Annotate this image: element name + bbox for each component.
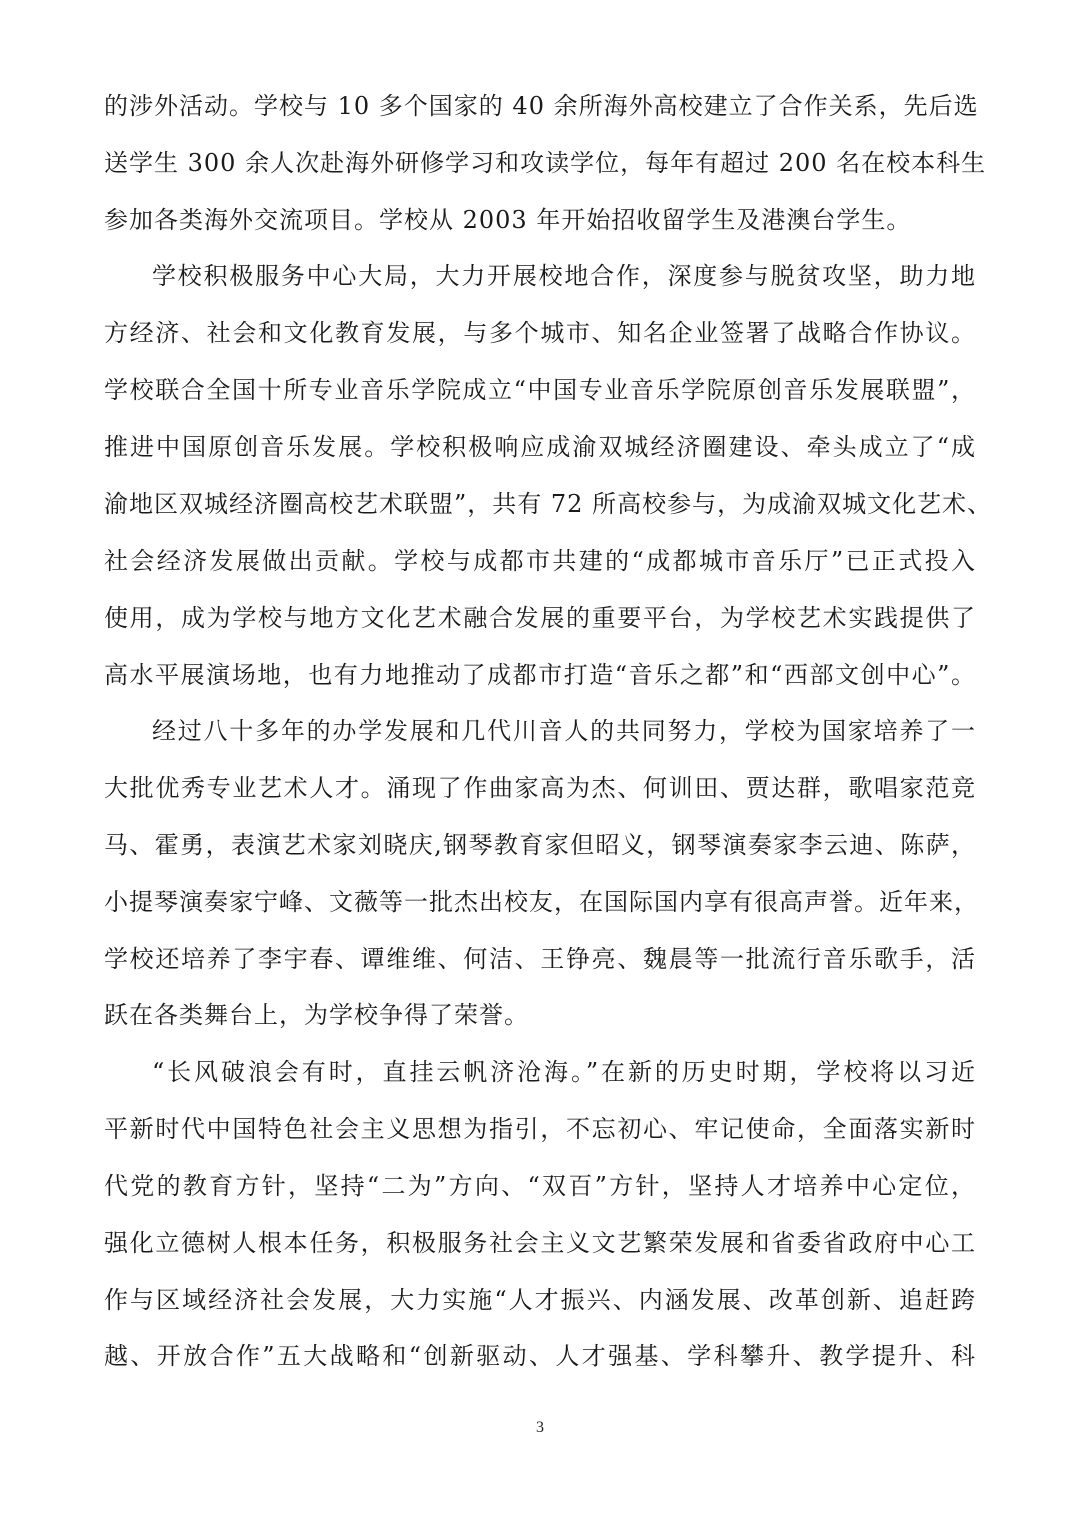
paragraph-4-line-3: 代党的教育方针，坚持“二为”方向、“双百”方针，坚持人才培养中心定位， <box>104 1172 976 1200</box>
paragraph-2-line-2: 方经济、社会和文化教育发展，与多个城市、知名企业签署了战略合作协议。 <box>104 319 976 347</box>
paragraph-4-line-5: 作与区域经济社会发展，大力实施“人才振兴、内涵发展、改革创新、追赶跨 <box>104 1286 976 1314</box>
paragraph-2-line-1: 学校积极服务中心大局，大力开展校地合作，深度参与脱贫攻坚，助力地 <box>152 262 976 290</box>
paragraph-2-line-4: 推进中国原创音乐发展。学校积极响应成渝双城经济圈建设、牵头成立了“成 <box>104 433 976 461</box>
paragraph-3-line-6: 跃在各类舞台上，为学校争得了荣誉。 <box>104 1001 529 1029</box>
paragraph-3-line-4: 小提琴演奏家宁峰、文薇等一批杰出校友，在国际国内享有很高声誉。近年来， <box>104 888 979 916</box>
paragraph-1-line-2: 送学生 300 余人次赴海外研修学习和攻读学位，每年有超过 200 名在校本科生 <box>104 149 987 177</box>
paragraph-4-line-1: “长风破浪会有时，直挂云帆济沧海。”在新的历史时期，学校将以习近 <box>152 1058 976 1086</box>
paragraph-2-line-3: 学校联合全国十所专业音乐学院成立“中国专业音乐学院原创音乐发展联盟”， <box>104 376 976 404</box>
paragraph-1-line-1: 的涉外活动。学校与 10 多个国家的 40 余所海外高校建立了合作关系，先后选 <box>104 92 979 120</box>
paragraph-2-line-8: 高水平展演场地，也有力地推动了成都市打造“音乐之都”和“西部文创中心”。 <box>104 661 976 689</box>
paragraph-2-line-6: 社会经济发展做出贡献。学校与成都市共建的“成都城市音乐厅”已正式投入 <box>104 547 976 575</box>
paragraph-3-line-1: 经过八十多年的办学发展和几代川音人的共同努力，学校为国家培养了一 <box>152 717 976 745</box>
paragraph-2-line-7: 使用，成为学校与地方文化艺术融合发展的重要平台，为学校艺术实践提供了 <box>104 604 976 632</box>
paragraph-3-line-2: 大批优秀专业艺术人才。涌现了作曲家高为杰、何训田、贾达群，歌唱家范竞 <box>104 774 976 802</box>
paragraph-3-line-3: 马、霍勇，表演艺术家刘晓庆,钢琴教育家但昭义，钢琴演奏家李云迪、陈萨， <box>104 831 976 859</box>
page-number: 3 <box>536 1419 544 1436</box>
paragraph-4-line-2: 平新时代中国特色社会主义思想为指引，不忘初心、牢记使命，全面落实新时 <box>104 1115 976 1143</box>
paragraph-1-line-3: 参加各类海外交流项目。学校从 2003 年开始招收留学生及港澳台学生。 <box>104 206 912 234</box>
paragraph-4-line-4: 强化立德树人根本任务，积极服务社会主义文艺繁荣发展和省委省政府中心工 <box>104 1229 976 1257</box>
paragraph-4-line-6: 越、开放合作”五大战略和“创新驱动、人才强基、学科攀升、教学提升、科 <box>104 1342 976 1370</box>
paragraph-2-line-5: 渝地区双城经济圈高校艺术联盟”，共有 72 所高校参与，为成渝双城文化艺术、 <box>104 490 993 518</box>
paragraph-3-line-5: 学校还培养了李宇春、谭维维、何洁、王铮亮、魏晨等一批流行音乐歌手，活 <box>104 945 976 973</box>
